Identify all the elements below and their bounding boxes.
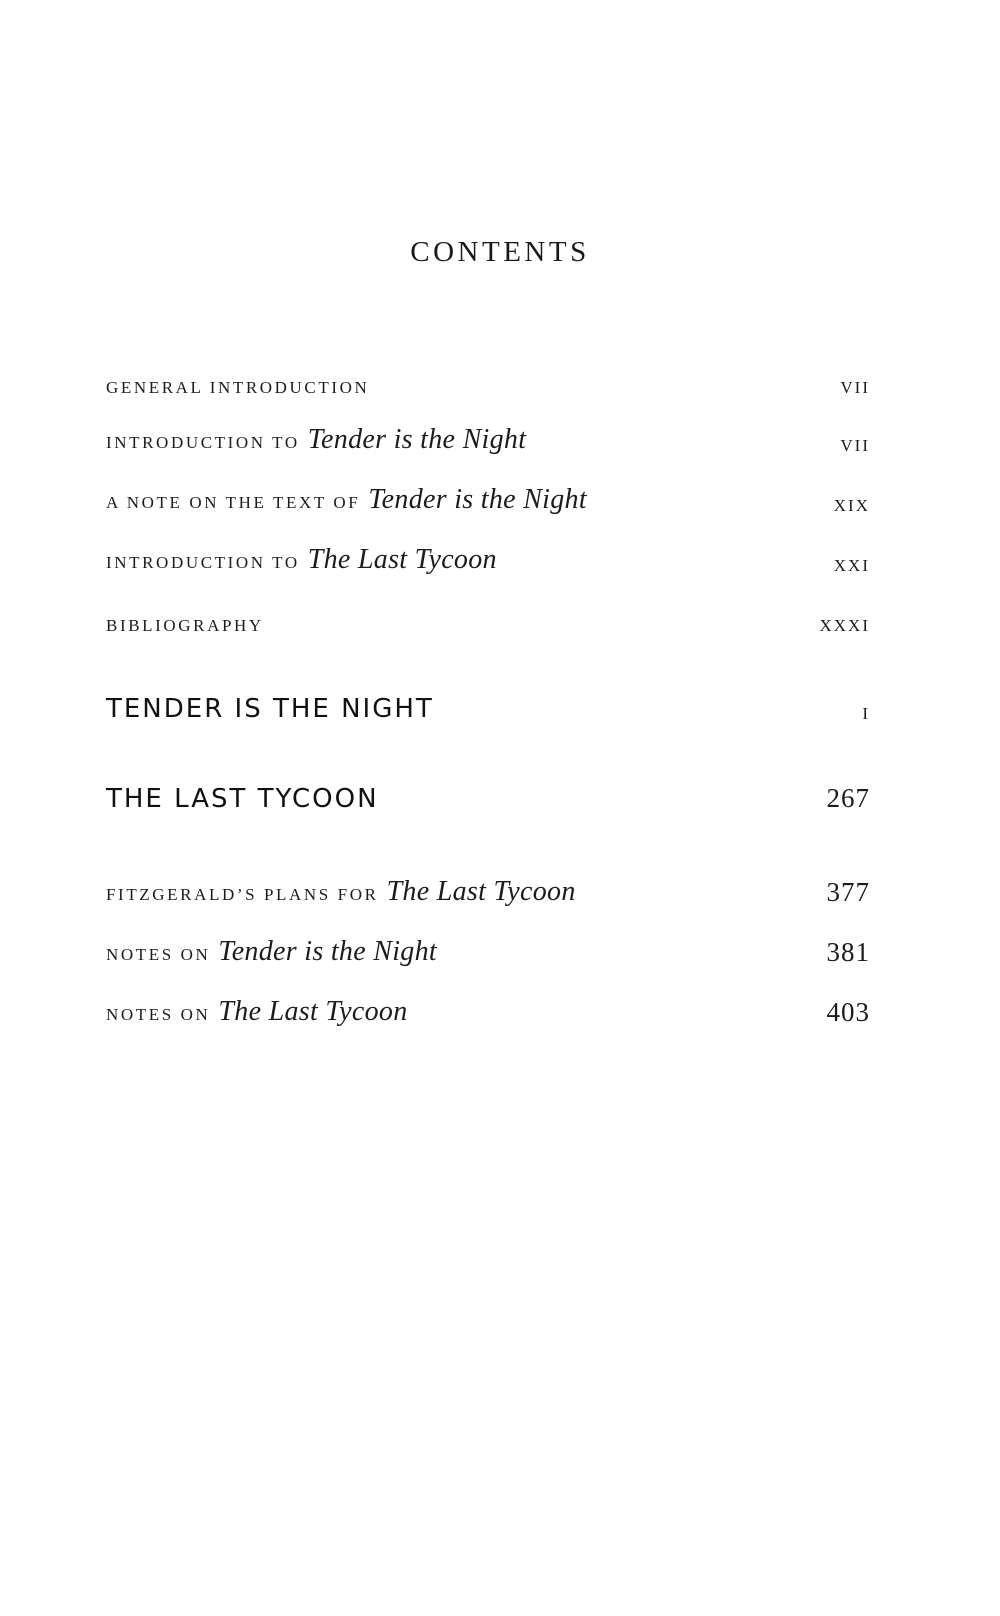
toc-entry-label [106, 424, 526, 456]
toc-entry-book-title: The Last Tycoon [218, 996, 408, 1027]
toc-entry-prefix: INTRODUCTION TO [106, 433, 300, 452]
toc-entry-label [106, 616, 264, 636]
toc-entry-page: XXI [833, 556, 870, 575]
toc-entry-notes-tender[interactable] [106, 928, 870, 968]
toc-entry-page: VII [840, 378, 870, 397]
toc-entry-introduction-tender[interactable] [106, 416, 870, 456]
toc-entry-label [106, 378, 369, 398]
toc-entry-book-title: The Last Tycoon [386, 876, 576, 907]
toc-section-title: THE LAST TYCOON [106, 784, 379, 814]
toc-section-page: 267 [826, 783, 870, 813]
toc-entry-prefix: NOTES ON [106, 1005, 211, 1024]
toc-entry-note-on-text[interactable] [106, 476, 870, 516]
toc-entry-fitzgeralds-plans[interactable] [106, 868, 870, 908]
toc-entry-prefix: A NOTE ON THE TEXT OF [106, 493, 361, 512]
toc-entry-page: XXXI [819, 616, 870, 635]
toc-entry-page: 403 [826, 997, 870, 1027]
toc-section-page: I [862, 704, 870, 723]
toc-entry-general-introduction[interactable] [106, 358, 870, 398]
toc-section-title: TENDER IS THE NIGHT [106, 694, 434, 724]
toc-entry-book-title: Tender is the Night [218, 936, 437, 967]
toc-entry-prefix: FITZGERALD’S PLANS FOR [106, 885, 379, 904]
toc-entry-page: VII [840, 436, 870, 455]
toc-entry-introduction-tycoon[interactable] [106, 536, 870, 576]
toc-section-the-last-tycoon[interactable] [106, 774, 870, 814]
toc-entry-label [106, 544, 497, 576]
toc-entry-label [106, 484, 587, 516]
toc-entry-prefix: INTRODUCTION TO [106, 553, 300, 572]
toc-entry-label [106, 876, 576, 908]
toc-entry-label [106, 936, 437, 968]
toc-entry-page: 381 [826, 937, 870, 967]
toc-entry-prefix: NOTES ON [106, 945, 211, 964]
toc-entry-book-title: Tender is the Night [307, 424, 527, 455]
toc-entry-book-title: The Last Tycoon [307, 544, 497, 575]
toc-entry-book-title: Tender is the Night [368, 484, 587, 515]
toc-entry-page: 377 [826, 877, 870, 907]
toc-entry-bibliography[interactable] [106, 596, 870, 636]
toc-entry-label [106, 996, 408, 1028]
toc-entry-notes-tycoon[interactable] [106, 988, 870, 1028]
toc-entry-prefix: BIBLIOGRAPHY [106, 616, 264, 635]
toc-entry-page: XIX [833, 496, 870, 515]
toc-entry-prefix: GENERAL INTRODUCTION [106, 378, 370, 397]
page-title: CONTENTS [410, 236, 590, 268]
toc-section-tender-is-the-night[interactable] [106, 684, 870, 724]
